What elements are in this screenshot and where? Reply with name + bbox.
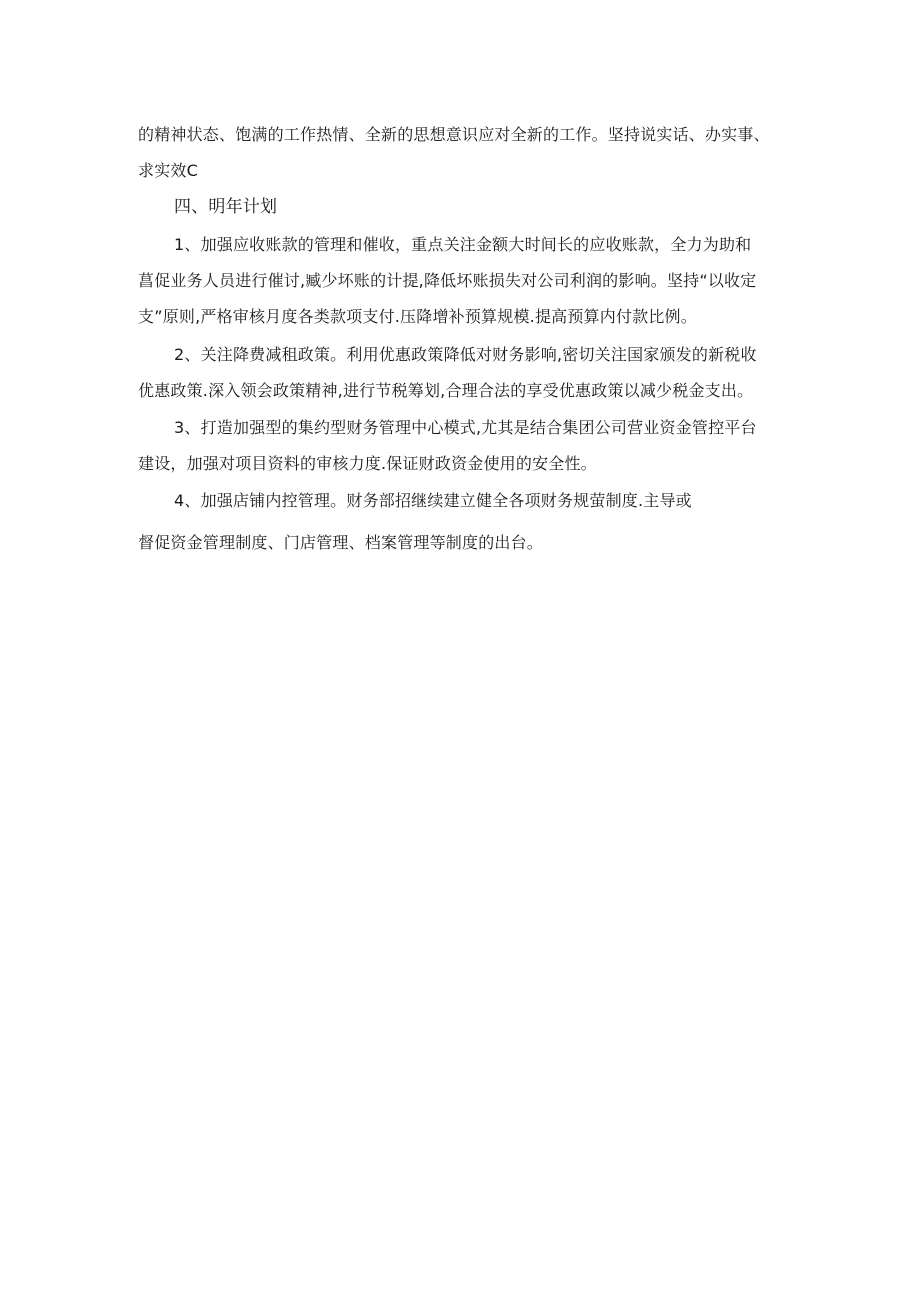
item-2-line-1: 2、关注降费减租政策。利用优惠政策降低对财务影响,密切关注国家颁发的新税收 (174, 345, 757, 364)
intro-line-1: 的精神状态、饱满的工作热情、全新的思想意识应对全新的工作。坚持说实话、办实事、 (138, 125, 770, 144)
item-3-line-1: 3、打造加强型的集约型财务管理中心模式,尤其是结合集团公司营业资金管控平台 (174, 418, 757, 437)
item-4-line-1: 4、加强店铺内控管理。财务部招继续建立健全各项财务规萤制度.主导或 (174, 491, 692, 510)
item-4-line-2: 督促资金管理制度、门店管理、档案管理等制度的出台。 (138, 533, 544, 552)
section-heading: 四、明年计划 (174, 197, 278, 217)
item-3-line-2: 建设，加强对项目资料的审核力度.保证财政资金使用的安全性。 (138, 454, 597, 473)
intro-line-2: 求实效C (138, 161, 198, 180)
item-1-line-1: 1、加强应收账款的管理和催收，重点关注金额大时间长的应收账款，全力为助和 (174, 235, 752, 254)
item-1-line-3: 支”原则,严格审核月度各类款项支付.压降增补预算规模.提高预算内付款比例。 (138, 307, 697, 326)
item-2-line-2: 优惠政策.深入领会政策精神,进行节税筹划,合理合法的享受优惠政策以减少税金支出。 (138, 381, 754, 400)
item-1-line-2: 菖促业务人员进行催讨,臧少坏账的计提,降低坏账损失对公司利润的影响。坚持“以收定 (138, 271, 757, 290)
